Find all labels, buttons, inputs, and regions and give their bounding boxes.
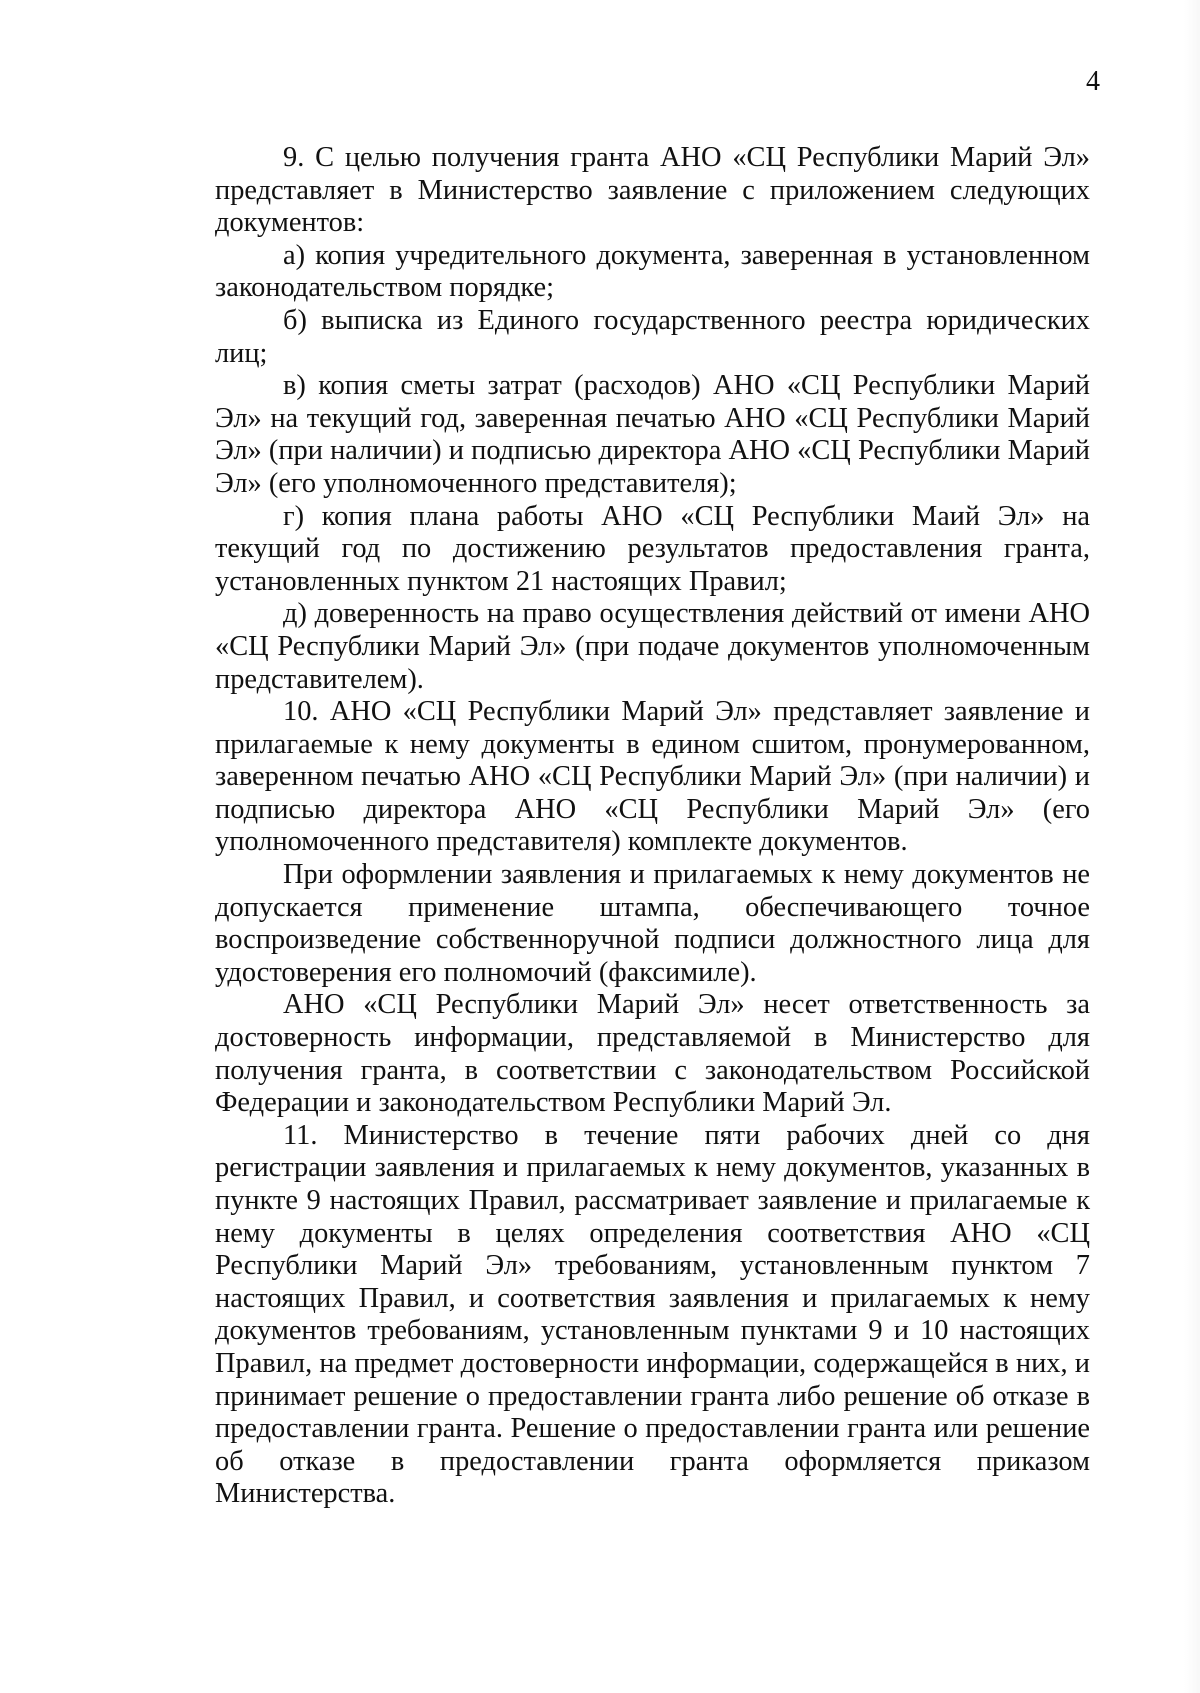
page-number: 4	[1086, 66, 1100, 97]
list-item-v: в) копия сметы затрат (расходов) АНО «СЦ Республики Марий Эл» на текущий год, заверенная печатью АНО «СЦ Республики Марий Эл» (при наличии) и подписью директора АНО «СЦ Республики Марий Эл» (его уполномоченного представителя);	[215, 370, 1090, 499]
scan-edge-shadow	[1184, 0, 1200, 1693]
list-item-g: г) копия плана работы АНО «СЦ Республики Маий Эл» на текущий год по достижению результатов предоставления гранта, установленных пунктом 21 настоящих Правил;	[215, 500, 1090, 597]
paragraph-10: 10. АНО «СЦ Республики Марий Эл» представляет заявление и прилагаемые к нему документы в едином сшитом, пронумерованном, заверенном печатью АНО «СЦ Республики Марий Эл» (при наличии) и подписью директора АНО «СЦ Республики Марий Эл» (его уполномоченного представителя) комплекте документов.	[215, 696, 1090, 858]
list-item-a: а) копия учредительного документа, заверенная в установленном законодательством порядке;	[215, 239, 1090, 304]
paragraph-9-intro: 9. С целью получения гранта АНО «СЦ Республики Марий Эл» представляет в Министерство заявление с приложением следующих документов:	[215, 142, 1090, 239]
list-item-b: б) выписка из Единого государственного реестра юридических лиц;	[215, 304, 1090, 369]
paragraph-facsimile: При оформлении заявления и прилагаемых к нему документов не допускается применение штампа, обеспечивающего точное воспроизведение собственноручной подписи должностного лица для удостоверения его полномочий (факсимиле).	[215, 859, 1090, 988]
list-item-d: д) доверенность на право осуществления действий от имени АНО «СЦ Республики Марий Эл» (при подаче документов уполномоченным представителем).	[215, 598, 1090, 695]
document-body	[215, 142, 1090, 1511]
paragraph-11: 11. Министерство в течение пяти рабочих дней со дня регистрации заявления и прилагаемых к нему документов, указанных в пункте 9 настоящих Правил, рассматривает заявление и прилагаемые к нему документы в целях определения соответствия АНО «СЦ Республики Марий Эл» требованиям, установленным пунктом 7 настоящих Правил, и соответствия заявления и прилагаемых к нему документов требованиям, установленным пунктами 9 и 10 настоящих Правил, на предмет достоверности информации, содержащейся в них, и принимает решение о предоставлении гранта либо решение об отказе в предоставлении гранта. Решение о предоставлении гранта или решение об отказе в предоставлении гранта оформляется приказом Министерства.	[215, 1119, 1090, 1510]
paragraph-responsibility: АНО «СЦ Республики Марий Эл» несет ответственность за достоверность информации, представляемой в Министерство для получения гранта, в соответствии с законодательством Российской Федерации и законодательством Республики Марий Эл.	[215, 989, 1090, 1119]
